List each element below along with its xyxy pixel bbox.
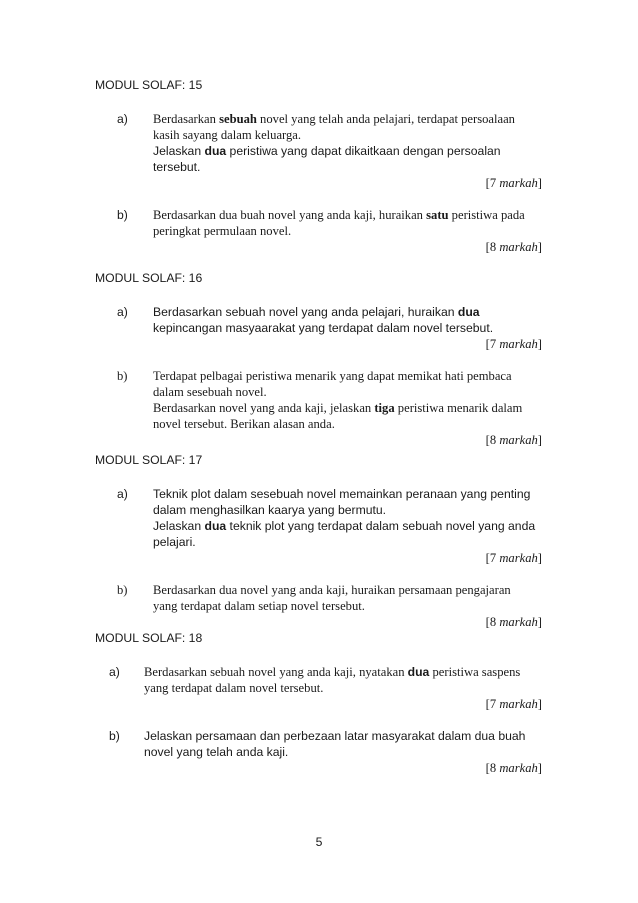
module-title: MODUL SOLAF: 16 xyxy=(95,271,203,285)
marks-label: [8 markah] xyxy=(485,761,542,775)
module-15 xyxy=(95,77,555,271)
module-18 xyxy=(95,630,555,792)
module-title: MODUL SOLAF: 18 xyxy=(95,631,203,645)
question-b xyxy=(95,368,555,448)
question-line: kepincangan masyaarakat yang terdapat dalam novel tersebut. xyxy=(153,321,494,335)
question-line: Jelaskan persamaan dan perbezaan latar masyarakat dalam dua buah xyxy=(144,729,526,743)
module-title: MODUL SOLAF: 17 xyxy=(95,453,203,467)
question-b xyxy=(95,582,555,630)
question-line: novel yang telah anda kaji. xyxy=(144,745,289,759)
question-b xyxy=(95,207,555,255)
question-line: dalam sesebuah novel. xyxy=(153,385,267,399)
marks-label: [7 markah] xyxy=(485,337,542,351)
question-a xyxy=(95,111,555,191)
marks-label: [8 markah] xyxy=(485,240,542,254)
question-line: Berdasarkan novel yang anda kaji, jelaskan tiga peristiwa menarik dalam xyxy=(153,401,523,415)
page-number: 5 xyxy=(315,835,323,849)
question-line: tersebut. xyxy=(153,160,201,174)
question-line: Berdasarkan dua buah novel yang anda kaji, huraikan satu peristiwa pada xyxy=(153,208,525,222)
question-line: dalam menghasilkan kaarya yang bermutu. xyxy=(153,503,387,517)
question-line: yang terdapat dalam novel tersebut. xyxy=(144,681,324,695)
question-label: a) xyxy=(117,112,128,126)
question-line: Berdasarkan sebuah novel yang anda kaji, nyatakan dua peristiwa saspens xyxy=(144,665,521,679)
marks-label: [7 markah] xyxy=(485,176,542,190)
question-label: b) xyxy=(117,369,128,383)
question-b xyxy=(95,728,555,776)
question-line: kasih sayang dalam keluarga. xyxy=(153,128,302,142)
question-label: a) xyxy=(117,487,128,501)
module-17 xyxy=(95,452,555,646)
question-label: b) xyxy=(117,208,128,222)
question-line: Jelaskan dua peristiwa yang dapat dikaitkaan dengan persoalan xyxy=(153,144,501,158)
question-line: Jelaskan dua teknik plot yang terdapat dalam sebuah novel yang anda xyxy=(153,519,536,533)
question-label: a) xyxy=(117,305,128,319)
question-line: peringkat permulaan novel. xyxy=(153,224,292,238)
question-line: novel tersebut. Berikan alasan anda. xyxy=(153,417,335,431)
module-16 xyxy=(95,270,555,464)
marks-label: [7 markah] xyxy=(485,551,542,565)
question-line: yang terdapat dalam setiap novel tersebut. xyxy=(153,599,365,613)
marks-label: [8 markah] xyxy=(485,433,542,447)
question-label: b) xyxy=(109,729,120,743)
question-line: Berdasarkan sebuah novel yang anda pelajari, huraikan dua xyxy=(153,305,480,319)
question-line: Teknik plot dalam sesebuah novel memainkan peranaan yang penting xyxy=(153,487,531,501)
module-title: MODUL SOLAF: 15 xyxy=(95,78,203,92)
question-line: Berdasarkan sebuah novel yang telah anda pelajari, terdapat persoalaan xyxy=(153,112,515,126)
question-label: b) xyxy=(117,583,128,597)
question-a xyxy=(95,486,555,566)
question-label: a) xyxy=(109,665,120,679)
question-line: Terdapat pelbagai peristiwa menarik yang dapat memikat hati pembaca xyxy=(153,369,512,383)
question-line: pelajari. xyxy=(153,535,196,549)
question-a xyxy=(95,304,555,352)
question-a xyxy=(95,664,555,712)
marks-label: [8 markah] xyxy=(485,615,542,629)
marks-label: [7 markah] xyxy=(485,697,542,711)
question-line: Berdasarkan dua novel yang anda kaji, huraikan persamaan pengajaran xyxy=(153,583,511,597)
